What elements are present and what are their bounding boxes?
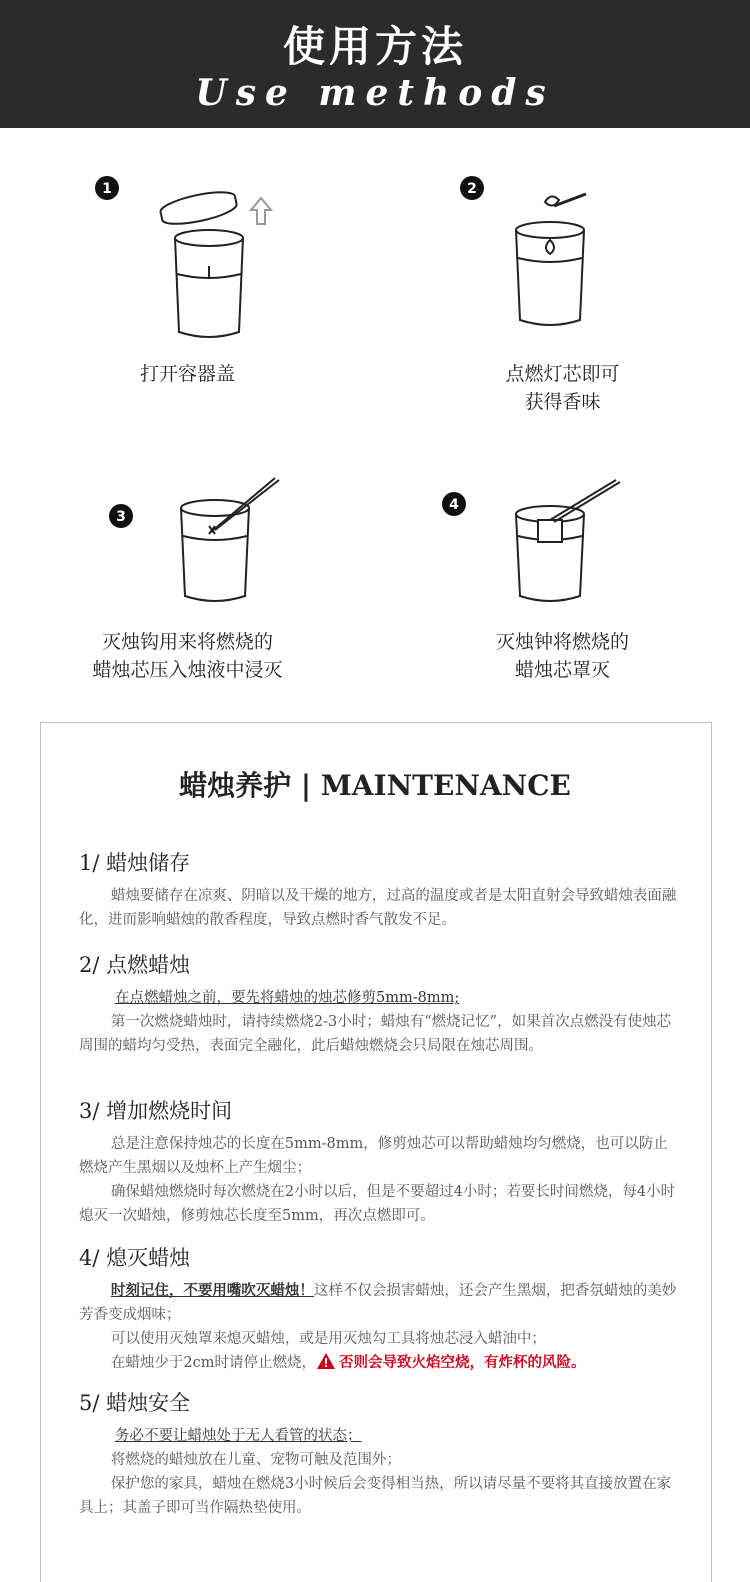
- section-extinguish-text-2: 可以使用灭烛罩来熄灭蜡烛，或是用灭烛勾工具将烛芯浸入蜡油中；: [110, 1331, 546, 1347]
- snuffer-hook-icon: [95, 470, 295, 620]
- section-burn-time-title: 3/ 增加燃烧时间: [79, 1099, 233, 1123]
- section-lighting-title: 2/ 点燃蜡烛: [79, 953, 191, 977]
- page-title: 使用方法: [282, 22, 467, 71]
- step-2: [375, 150, 750, 413]
- section-extinguish-note: 时刻记住，不要用嘴吹灭蜡烛！: [110, 1282, 314, 1299]
- section-extinguish: [79, 1245, 679, 1375]
- section-extinguish-warning: 否则会导致火焰空烧，有炸杯的风险。: [339, 1354, 586, 1371]
- step-3-number: 3: [116, 509, 126, 525]
- open-lid-icon: [85, 170, 285, 350]
- step-2-caption-line1: 点燃灯芯即可: [505, 363, 620, 385]
- step-1-caption-line1: 打开容器盖: [139, 363, 235, 385]
- step-4-number: 4: [449, 497, 459, 513]
- step-1-number: 1: [102, 181, 112, 197]
- section-storage-text: 蜡烛要储存在凉爽、阴暗以及干燥的地方，过高的温度或者是太阳直射会导致蜡烛表面融化，进而影响蜡烛的散香程度，导致点燃时香气散发不足。: [79, 888, 677, 928]
- section-extinguish-text-3: 在蜡烛少于2cm时请停止燃烧，: [110, 1355, 316, 1371]
- section-storage-title: 1/ 蜡烛储存: [79, 851, 191, 875]
- section-safety: [79, 1390, 679, 1520]
- arrow-up-icon: [251, 198, 271, 224]
- maintenance-title: 蜡烛养护 | MAINTENANCE: [179, 769, 571, 802]
- step-2-number: 2: [467, 181, 477, 197]
- step-3-caption-line2: 蜡烛芯压入烛液中浸灭: [92, 659, 283, 681]
- section-extinguish-title: 4/ 熄灭蜡烛: [79, 1246, 191, 1270]
- step-2-caption-line2: 获得香味: [524, 391, 601, 413]
- section-burn-time: [79, 1098, 679, 1228]
- section-lighting: [79, 952, 679, 1058]
- section-safety-text-2: 保护您的家具，蜡烛在燃烧3小时候后会变得相当热，所以请尽量不要将其直接放置在家具上；其盖子即可当作隔热垫使用。: [79, 1476, 672, 1516]
- step-4: [375, 470, 750, 710]
- step-3-caption-line1: 灭烛钩用来将燃烧的: [101, 631, 273, 653]
- step-3: [0, 470, 375, 710]
- step-4-caption-line1: 灭烛钟将燃烧的: [495, 631, 629, 653]
- snuffer-bell-icon: [430, 470, 650, 620]
- section-lighting-text: 第一次燃烧蜡烛时，请持续燃烧2-3小时；蜡烛有“燃烧记忆”，如果首次点燃没有使烛芯周围的蜡均匀受热，表面完全融化，此后蜡烛燃烧会只局限在烛芯周围。: [79, 1014, 672, 1054]
- step-1: [0, 150, 375, 410]
- section-lighting-note: 在点燃蜡烛之前，要先将蜡烛的烛芯修剪5mm-8mm;: [115, 990, 460, 1006]
- warning-icon: [316, 1352, 336, 1370]
- header-banner: [0, 0, 750, 128]
- match-flame-icon: [450, 170, 670, 350]
- section-storage: [79, 850, 679, 932]
- section-extinguish-text-1: 这样不仅会损害蜡烛，还会产生黑烟，把香氛蜡烛的美妙芳香变成烟味；: [79, 1283, 677, 1323]
- page-subtitle: Use methods: [195, 72, 555, 114]
- step-4-caption-line2: 蜡烛芯罩灭: [514, 659, 610, 681]
- section-safety-text-1: 将燃烧的蜡烛放在儿童、宠物可触及范围外；: [110, 1452, 401, 1468]
- section-burn-time-text-2: 确保蜡烛燃烧时每次燃烧在2小时以后，但是不要超过4小时；若要长时间燃烧，每4小时熄灭一次蜡烛，修剪烛芯长度至5mm，再次点燃即可。: [79, 1184, 676, 1224]
- section-burn-time-text-1: 总是注意保持烛芯的长度在5mm-8mm，修剪烛芯可以帮助蜡烛均匀燃烧，也可以防止燃烧产生黑烟以及烛杯上产生烟尘；: [79, 1136, 668, 1176]
- section-safety-note: 务必不要让蜡烛处于无人看管的状态；: [115, 1428, 362, 1444]
- section-safety-title: 5/ 蜡烛安全: [79, 1391, 191, 1415]
